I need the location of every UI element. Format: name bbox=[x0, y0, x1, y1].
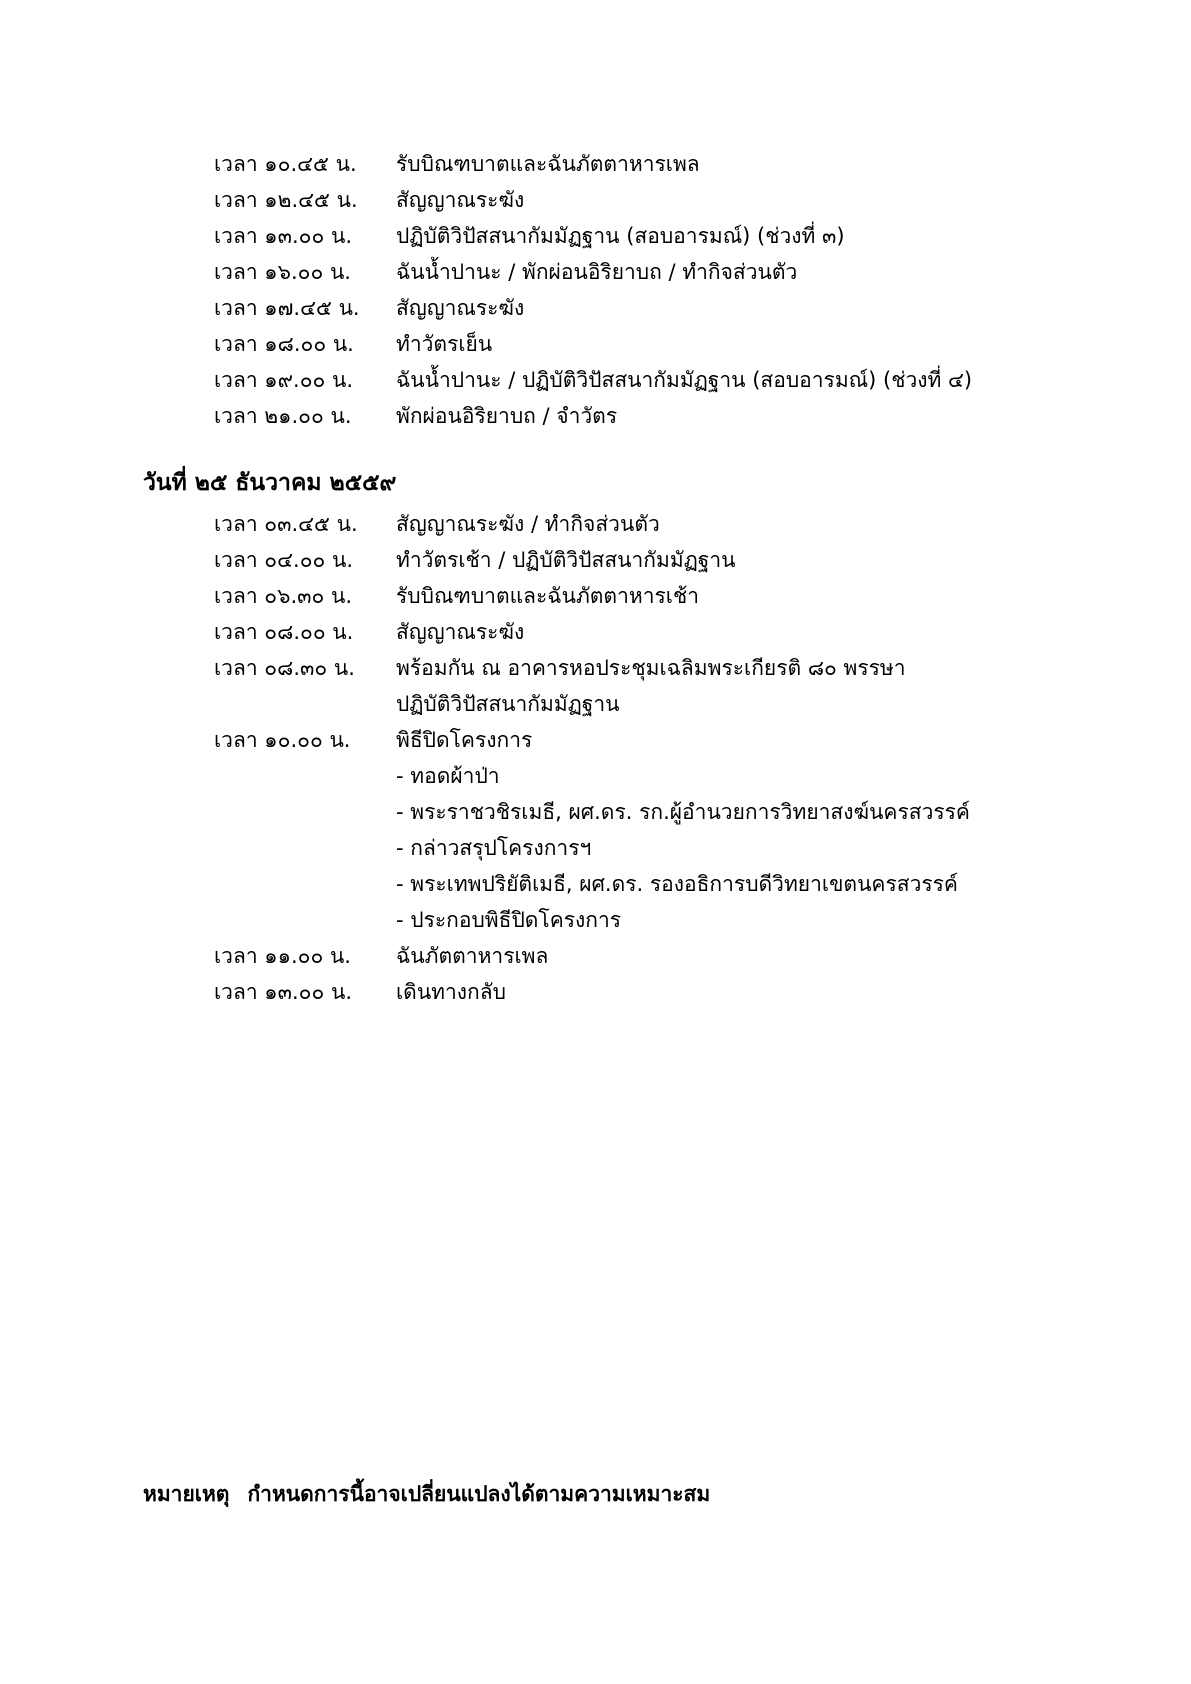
schedule-description: พิธีปิดโครงการ bbox=[396, 728, 533, 752]
schedule-time: เวลา ๑๒.๔๕ น. bbox=[214, 188, 358, 212]
schedule-row bbox=[0, 146, 1191, 182]
day-heading: วันที่ ๒๕ ธันวาคม ๒๕๕๙ bbox=[143, 470, 397, 496]
ceremony-subitem-text: - ทอดผ้าป่า bbox=[396, 764, 500, 788]
schedule-time: เวลา ๒๑.๐๐ น. bbox=[214, 404, 352, 428]
schedule-row bbox=[0, 578, 1191, 614]
schedule-description: ทำวัตรเย็น bbox=[396, 332, 493, 356]
schedule-time: เวลา ๑๓.๐๐ น. bbox=[214, 980, 353, 1004]
ceremony-subitem-text: - พระเทพปริยัติเมธี, ผศ.ดร. รองอธิการบดีวิทยาเขตนครสวรรค์ bbox=[396, 872, 958, 896]
schedule-row bbox=[0, 614, 1191, 650]
schedule-description: สัญญาณระฆัง bbox=[396, 620, 525, 644]
schedule-row bbox=[0, 506, 1191, 542]
schedule-row bbox=[0, 938, 1191, 974]
footnote-text: กำหนดการนี้อาจเปลี่ยนแปลงได้ตามความเหมาะสม bbox=[247, 1482, 711, 1506]
schedule-row bbox=[0, 362, 1191, 398]
schedule-time: เวลา ๐๓.๔๕ น. bbox=[214, 512, 358, 536]
schedule-row bbox=[0, 290, 1191, 326]
schedule-description: ปฏิบัติวิปัสสนากัมมัฏฐาน (สอบอารมณ์) (ช่วงที่ ๓) bbox=[396, 224, 845, 248]
schedule-row bbox=[0, 542, 1191, 578]
schedule-row bbox=[0, 398, 1191, 434]
ceremony-subitem-text: - กล่าวสรุปโครงการฯ bbox=[396, 836, 592, 860]
schedule-row bbox=[0, 650, 1191, 686]
schedule-description: รับบิณฑบาตและฉันภัตตาหารเช้า bbox=[396, 584, 700, 608]
schedule-description: ทำวัตรเช้า / ปฏิบัติวิปัสสนากัมมัฏฐาน bbox=[396, 548, 736, 572]
schedule-row bbox=[0, 326, 1191, 362]
schedule-description: ฉันน้ำปานะ / พักผ่อนอิริยาบถ / ทำกิจส่วนตัว bbox=[396, 260, 798, 284]
schedule-time: เวลา ๐๖.๓๐ น. bbox=[214, 584, 353, 608]
schedule-time: เวลา ๑๐.๔๕ น. bbox=[214, 152, 357, 176]
ceremony-subitem-text: - ประกอบพิธีปิดโครงการ bbox=[396, 908, 622, 932]
schedule-time: เวลา ๑๑.๐๐ น. bbox=[214, 944, 351, 968]
ceremony-subitem bbox=[0, 866, 1191, 902]
schedule-section-1 bbox=[0, 146, 1191, 434]
footnote-label: หมายเหตุ bbox=[143, 1482, 230, 1506]
schedule-time: เวลา ๑๖.๐๐ น. bbox=[214, 260, 351, 284]
schedule-time: เวลา ๑๐.๐๐ น. bbox=[214, 728, 351, 752]
schedule-description: สัญญาณระฆัง bbox=[396, 296, 525, 320]
schedule-description: พักผ่อนอิริยาบถ / จำวัตร bbox=[396, 404, 618, 428]
schedule-row bbox=[0, 722, 1191, 758]
ceremony-subitem bbox=[0, 794, 1191, 830]
ceremony-subitem bbox=[0, 902, 1191, 938]
schedule-description: ฉันภัตตาหารเพล bbox=[396, 944, 549, 968]
schedule-description: สัญญาณระฆัง bbox=[396, 188, 525, 212]
schedule-time: เวลา ๐๘.๐๐ น. bbox=[214, 620, 354, 644]
schedule-time: เวลา ๑๙.๐๐ น. bbox=[214, 368, 354, 392]
schedule-row bbox=[0, 218, 1191, 254]
ceremony-subitem bbox=[0, 758, 1191, 794]
schedule-time: เวลา ๐๔.๐๐ น. bbox=[214, 548, 354, 572]
schedule-description: สัญญาณระฆัง / ทำกิจส่วนตัว bbox=[396, 512, 660, 536]
schedule-row bbox=[0, 182, 1191, 218]
schedule-description: พร้อมกัน ณ อาคารหอประชุมเฉลิมพระเกียรติ ๘๐ พรรษา bbox=[396, 656, 906, 680]
schedule-description: เดินทางกลับ bbox=[396, 980, 506, 1004]
schedule-description: รับบิณฑบาตและฉันภัตตาหารเพล bbox=[396, 152, 700, 176]
schedule-time: เวลา ๑๗.๔๕ น. bbox=[214, 296, 360, 320]
schedule-row-continuation bbox=[0, 686, 1191, 722]
schedule-row bbox=[0, 254, 1191, 290]
schedule-time: เวลา ๑๘.๐๐ น. bbox=[214, 332, 354, 356]
schedule-description: ฉันน้ำปานะ / ปฏิบัติวิปัสสนากัมมัฏฐาน (สอบอารมณ์) (ช่วงที่ ๔) bbox=[396, 368, 973, 392]
schedule-section-2 bbox=[0, 506, 1191, 1010]
ceremony-subitem-text: - พระราชวชิรเมธี, ผศ.ดร. รก.ผู้อำนวยการวิทยาสงฆ์นครสวรรค์ bbox=[396, 800, 970, 824]
schedule-description: ปฏิบัติวิปัสสนากัมมัฏฐาน bbox=[396, 692, 620, 716]
schedule-time: เวลา ๑๓.๐๐ น. bbox=[214, 224, 353, 248]
schedule-time: เวลา ๐๘.๓๐ น. bbox=[214, 656, 355, 680]
footnote bbox=[143, 1476, 710, 1512]
ceremony-subitem bbox=[0, 830, 1191, 866]
schedule-row bbox=[0, 974, 1191, 1010]
